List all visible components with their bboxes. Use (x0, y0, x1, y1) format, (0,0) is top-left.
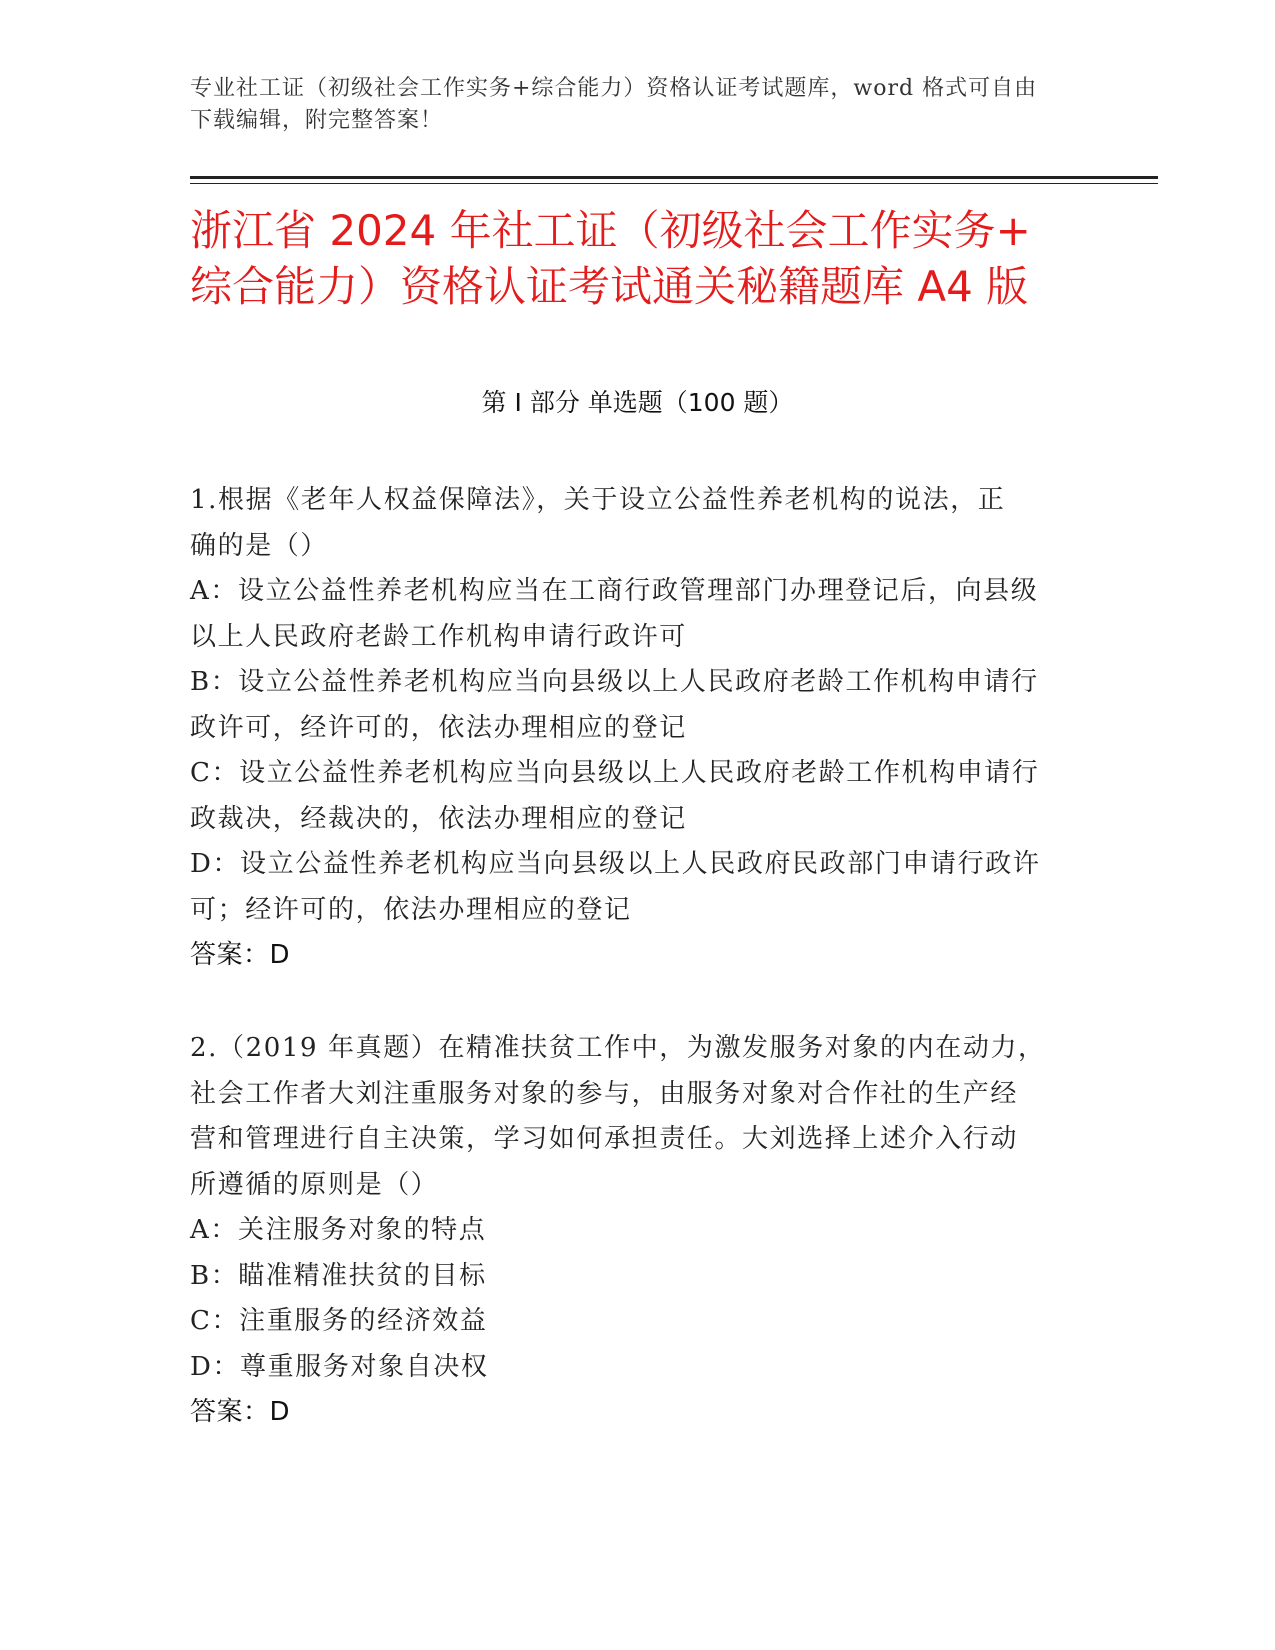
option-line: A：关注服务对象的特点 (190, 1215, 487, 1245)
question-stem-line: 营和管理进行自主决策，学习如何承担责任。大刘选择上述介入行动 (190, 1124, 1019, 1154)
option-a (190, 569, 1080, 660)
option-line: C：注重服务的经济效益 (190, 1306, 488, 1336)
header-note-line: 下载编辑，附完整答案！ (190, 108, 444, 133)
title-line: 综合能力）资格认证考试通关秘籍题库 A4 版 (190, 262, 1029, 311)
answer-text: 答案：D (190, 940, 291, 970)
option-line: D：设立公益性养老机构应当向县级以上人民政府民政部门申请行政许 (190, 849, 1041, 879)
question-stem-line: 确的是（） (190, 530, 329, 561)
question-block (190, 1026, 1080, 1436)
section-heading: 第 I 部分 单选题（100 题） (481, 388, 794, 417)
option-line: 可；经许可的，依法办理相应的登记 (190, 894, 632, 925)
option-line: 以上人民政府老龄工作机构申请行政许可 (190, 621, 687, 652)
option-c (190, 751, 1080, 842)
document-title (190, 203, 1130, 315)
header-divider-thick (190, 176, 1158, 179)
header-note-line: 专业社工证（初级社会工作实务+综合能力）资格认证考试题库，word 格式可自由 (190, 76, 1038, 101)
option-a (190, 1208, 1080, 1254)
option-line: B：设立公益性养老机构应当向县级以上人民政府老龄工作机构申请行 (190, 667, 1039, 697)
option-line: 政许可，经许可的，依法办理相应的登记 (190, 712, 687, 743)
option-b (190, 1254, 1080, 1300)
option-d (190, 1345, 1080, 1391)
answer-text: 答案：D (190, 1397, 291, 1427)
question-block (190, 478, 1080, 979)
title-line: 浙江省 2024 年社工证（初级社会工作实务+ (190, 206, 1031, 255)
header-divider-thin (190, 183, 1158, 184)
option-d (190, 842, 1080, 933)
option-line: 政裁决，经裁决的，依法办理相应的登记 (190, 803, 687, 834)
header-note (190, 73, 1090, 137)
option-line: B：瞄准精准扶贫的目标 (190, 1260, 487, 1291)
question-stem-line: 所遵循的原则是（） (190, 1169, 439, 1200)
question-stem-line: 1.根据《老年人权益保障法》，关于设立公益性养老机构的说法，正 (190, 485, 1006, 515)
option-line: C：设立公益性养老机构应当向县级以上人民政府老龄工作机构申请行 (190, 758, 1040, 788)
question-stem-line: 社会工作者大刘注重服务对象的参与，由服务对象对合作社的生产经 (190, 1078, 1019, 1109)
question-stem-line: 2.（2019 年真题）在精准扶贫工作中，为激发服务对象的内在动力， (190, 1033, 1046, 1063)
option-line: D：尊重服务对象自决权 (190, 1351, 489, 1382)
option-b (190, 660, 1080, 751)
option-line: A：设立公益性养老机构应当在工商行政管理部门办理登记后，向县级 (190, 576, 1039, 606)
option-c (190, 1299, 1080, 1345)
